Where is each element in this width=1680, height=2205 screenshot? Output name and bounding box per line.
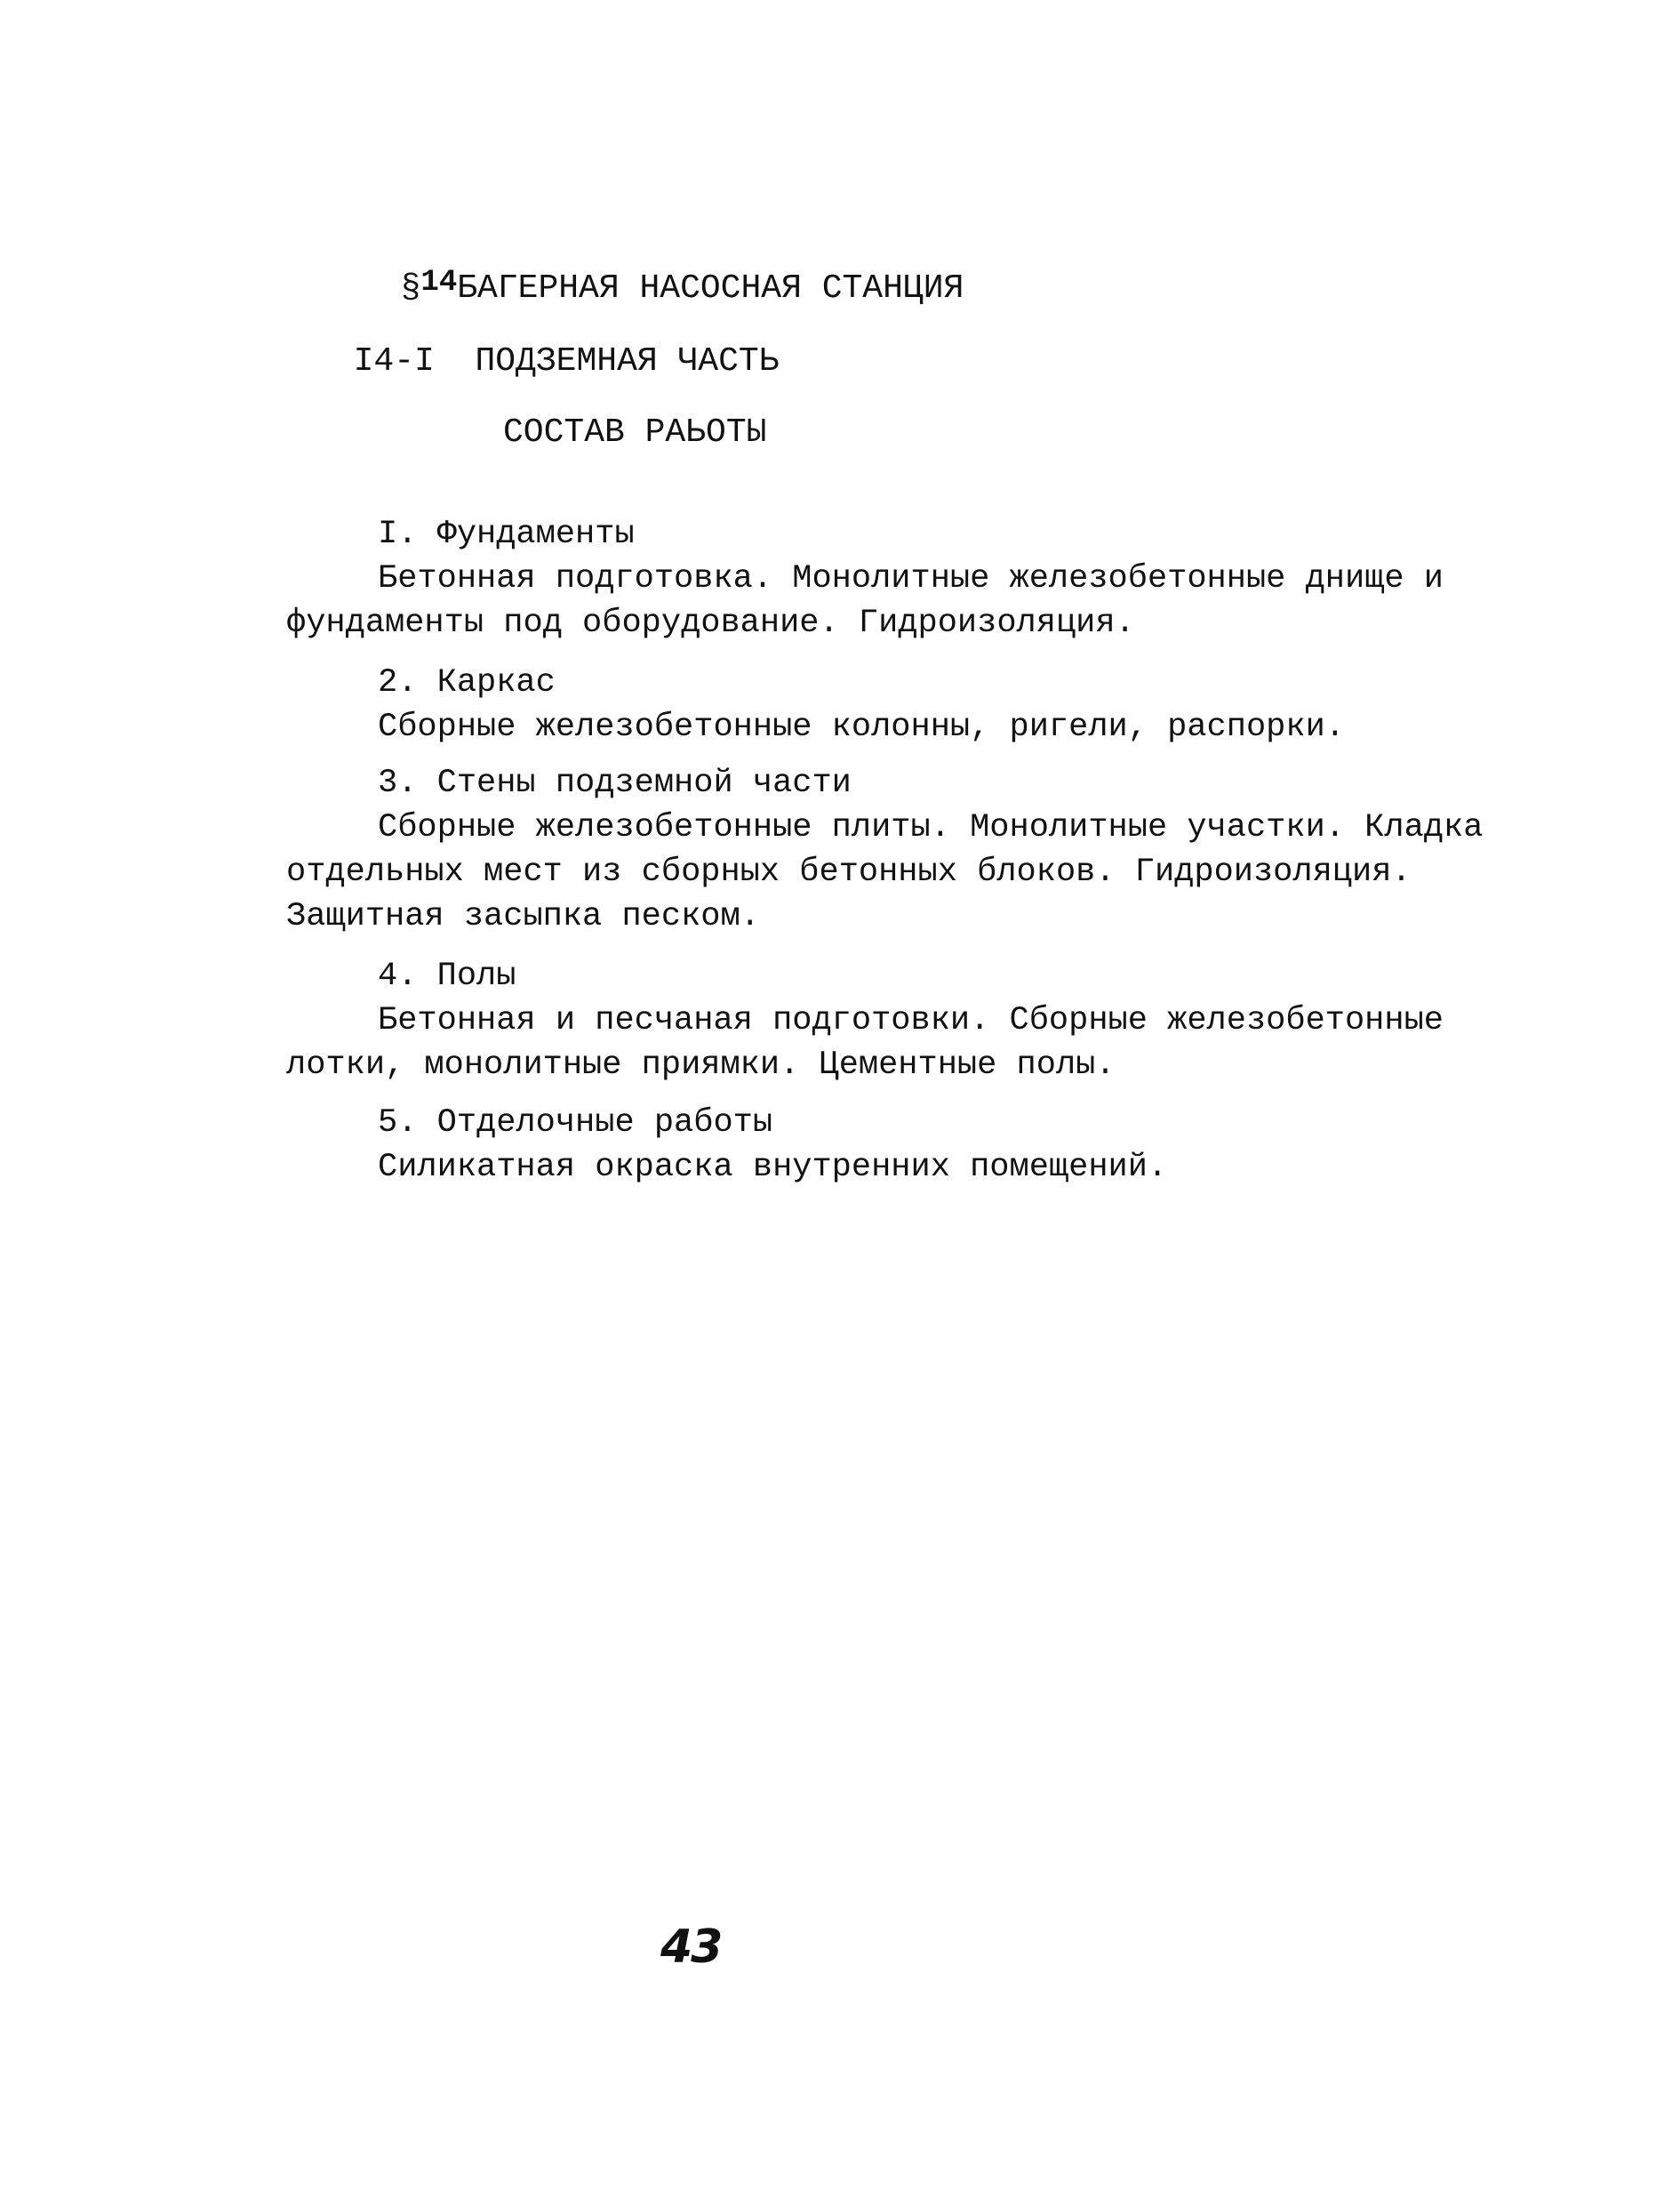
subsection-title — [313, 311, 780, 379]
item-title: I. Фундаменты — [378, 516, 635, 553]
item-title: 5. Отделочные работы — [378, 1104, 773, 1142]
section-title — [360, 238, 964, 306]
item-line: Сборные железобетонные колонны, ригели, распорки. — [378, 709, 1345, 746]
section-sign: § — [400, 269, 421, 308]
item-line: Силикатная окраска внутренних помещений. — [378, 1149, 1168, 1186]
subsection-number: I4-I — [353, 342, 435, 381]
item-line: отдельных мест из сборных бетонных блоков. Гидроизоляция. — [286, 854, 1412, 891]
item-line: Защитная засыпка песком. — [286, 898, 760, 935]
item-line: Бетонная и песчаная подготовки. Сборные железобетонные — [378, 1002, 1444, 1039]
item-title: 4. Полы — [378, 958, 516, 995]
item-line: Сборные железобетонные плиты. Монолитные участки. Кладка — [378, 809, 1484, 846]
subsection-title-text: ПОДЗЕМНАЯ ЧАСТЬ — [475, 342, 780, 381]
section-number: 14 — [420, 266, 458, 300]
page-number: 43 — [660, 1920, 722, 1974]
work-composition-heading: СОСТАВ РАЬОТЫ — [503, 413, 767, 452]
item-line: лотки, монолитные приямки. Цементные полы. — [286, 1046, 1116, 1084]
item-line: Бетонная подготовка. Монолитные железобетонные днище и — [378, 560, 1444, 597]
section-title-text: БАГЕРНАЯ НАСОСНАЯ СТАНЦИЯ — [457, 269, 964, 308]
item-title: 2. Каркас — [378, 664, 556, 702]
item-title: 3. Стены подземной части — [378, 765, 852, 802]
item-line: фундаменты под оборудование. Гидроизоляция. — [286, 605, 1135, 642]
